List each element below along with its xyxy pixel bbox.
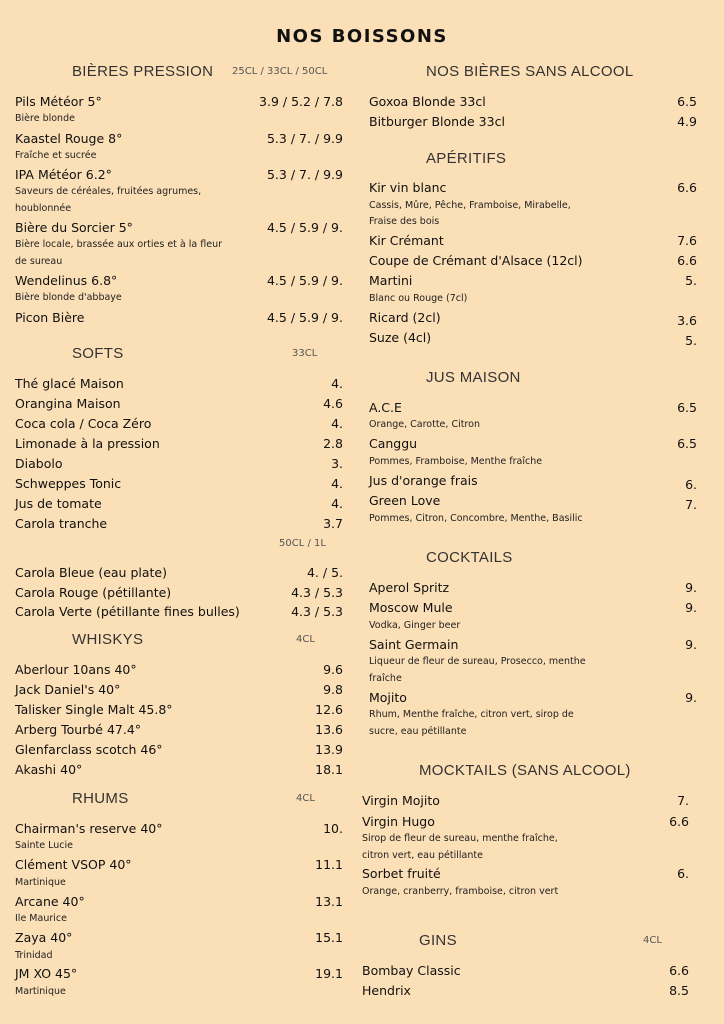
menu-item-name: Carola Bleue (eau plate) (15, 565, 167, 580)
menu-item-desc: Bière blonde d'abbaye (15, 292, 122, 303)
menu-item-name: Jack Daniel's 40° (15, 682, 121, 697)
menu-item-desc: Bière blonde (15, 113, 75, 124)
menu-item-name: Orangina Maison (15, 396, 121, 411)
menu-item-desc: Pommes, Framboise, Menthe fraîche (369, 456, 543, 467)
section-heading: SOFTS (72, 345, 124, 362)
menu-item-desc: de sureau (15, 256, 63, 267)
section-heading: COCKTAILS (426, 549, 513, 566)
menu-item-name: Mojito (369, 690, 407, 705)
menu-item-desc: sucre, eau pétillante (369, 726, 467, 737)
menu-item-price: 6. (685, 477, 697, 492)
menu-item-name: Jus d'orange frais (369, 473, 478, 488)
menu-item-price: 5. (685, 273, 697, 288)
menu-item-name: Picon Bière (15, 310, 85, 325)
menu-item-price: 15.1 (315, 930, 343, 945)
menu-item-desc: Cassis, Mûre, Pêche, Framboise, Mirabelle, (369, 200, 571, 211)
menu-item-desc: Bière locale, brassée aux orties et à la fleur (15, 239, 222, 250)
menu-item-desc: Orange, Carotte, Citron (369, 419, 480, 430)
menu-item-name: Suze (4cl) (369, 330, 432, 345)
menu-item-name: Aperol Spritz (369, 580, 450, 595)
section-size: 50CL / 1L (279, 538, 326, 549)
menu-item-desc: citron vert, eau pétillante (362, 850, 483, 861)
menu-item-price: 9. (685, 690, 697, 705)
menu-item-desc: Martinique (15, 877, 66, 888)
menu-item-price: 13.1 (315, 894, 343, 909)
menu-item-price: 9. (685, 637, 697, 652)
menu-item-price: 6. (677, 866, 689, 881)
menu-item-name: Carola tranche (15, 516, 108, 531)
menu-item-name: Akashi 40° (15, 762, 83, 777)
menu-item-name: IPA Météor 6.2° (15, 167, 112, 182)
menu-item-name: Moscow Mule (369, 600, 453, 615)
menu-item-desc: Fraise des bois (369, 216, 440, 227)
menu-item-name: Hendrix (362, 983, 411, 998)
section-heading: GINS (419, 932, 457, 949)
menu-item-price: 4. / 5. (306, 565, 343, 580)
menu-item-desc: Martinique (15, 986, 66, 997)
menu-item-price: 4. (331, 416, 343, 431)
menu-item-price: 4.6 (323, 396, 343, 411)
menu-item-desc: Vodka, Ginger beer (369, 620, 461, 631)
menu-item-price: 6.5 (677, 400, 697, 415)
menu-item-price: 9.6 (323, 662, 343, 677)
menu-item-name: Ricard (2cl) (369, 310, 441, 325)
menu-item-name: Bitburger Blonde 33cl (369, 114, 505, 129)
menu-item-desc: Sainte Lucie (15, 840, 73, 851)
menu-item-price: 3.9 / 5.2 / 7.8 (259, 94, 343, 109)
menu-item-price: 6.6 (677, 253, 697, 268)
section-heading: RHUMS (72, 790, 129, 807)
menu-item-price: 2.8 (323, 436, 343, 451)
section-heading: MOCKTAILS (SANS ALCOOL) (419, 762, 631, 779)
menu-item-price: 13.6 (315, 722, 343, 737)
section-size: 33CL (292, 348, 318, 359)
menu-item-desc: fraîche (369, 673, 402, 684)
section-heading: WHISKYS (72, 631, 144, 648)
menu-item-price: 13.9 (315, 742, 343, 757)
menu-item-desc: Fraîche et sucrée (15, 150, 97, 161)
menu-item-name: Green Love (369, 493, 441, 508)
menu-item-price: 4.9 (677, 114, 697, 129)
menu-item-name: Talisker Single Malt 45.8° (15, 702, 173, 717)
menu-item-price: 6.6 (677, 180, 697, 195)
menu-item-desc: Pommes, Citron, Concombre, Menthe, Basilic (369, 513, 583, 524)
section-heading: APÉRITIFS (426, 150, 507, 167)
menu-item-price: 6.5 (677, 436, 697, 451)
menu-item-name: A.C.E (369, 400, 402, 415)
menu-item-price: 3. (331, 456, 343, 471)
menu-item-price: 5.3 / 7. / 9.9 (266, 167, 343, 182)
menu-item-name: Kir vin blanc (369, 180, 447, 195)
menu-item-name: Kaastel Rouge 8° (15, 131, 123, 146)
menu-item-name: Zaya 40° (15, 930, 73, 945)
menu-item-price: 4.5 / 5.9 / 9. (266, 220, 343, 235)
menu-item-price: 5.3 / 7. / 9.9 (266, 131, 343, 146)
menu-item-price: 18.1 (315, 762, 343, 777)
menu-item-price: 5. (685, 333, 697, 348)
menu-item-name: Chairman's reserve 40° (15, 821, 163, 836)
menu-item-name: Goxoa Blonde 33cl (369, 94, 486, 109)
menu-item-price: 7. (685, 497, 697, 512)
menu-item-name: Canggu (369, 436, 418, 451)
menu-item-name: Arcane 40° (15, 894, 85, 909)
menu-item-price: 4. (331, 496, 343, 511)
menu-item-price: 3.7 (323, 516, 343, 531)
menu-item-name: JM XO 45° (15, 966, 78, 981)
menu-item-price: 9. (685, 580, 697, 595)
menu-item-name: Limonade à la pression (15, 436, 160, 451)
menu-item-desc: houblonnée (15, 203, 72, 214)
menu-item-desc: Trinidad (15, 950, 53, 961)
page-title: NOS BOISSONS (276, 26, 448, 47)
menu-item-name: Martini (369, 273, 413, 288)
menu-item-name: Carola Verte (pétillante fines bulles) (15, 604, 240, 619)
menu-item-desc: Ile Maurice (15, 913, 67, 924)
menu-item-price: 7.6 (677, 233, 697, 248)
menu-item-price: 9. (685, 600, 697, 615)
menu-item-name: Jus de tomate (15, 496, 102, 511)
menu-item-price: 11.1 (315, 857, 343, 872)
section-heading: BIÈRES PRESSION (72, 63, 214, 80)
menu-item-name: Clément VSOP 40° (15, 857, 132, 872)
menu-item-name: Pils Météor 5° (15, 94, 102, 109)
menu-item-name: Saint Germain (369, 637, 459, 652)
menu-item-price: 4.5 / 5.9 / 9. (266, 310, 343, 325)
menu-item-name: Bombay Classic (362, 963, 461, 978)
menu-item-price: 8.5 (669, 983, 689, 998)
menu-item-desc: Sirop de fleur de sureau, menthe fraîche, (362, 833, 558, 844)
menu-item-name: Virgin Hugo (362, 814, 435, 829)
menu-item-name: Bière du Sorcier 5° (15, 220, 133, 235)
menu-item-desc: Orange, cranberry, framboise, citron vert (362, 886, 559, 897)
section-size: 4CL (296, 793, 315, 804)
menu-item-price: 7. (677, 793, 689, 808)
menu-item-name: Aberlour 10ans 40° (15, 662, 137, 677)
menu-item-price: 12.6 (315, 702, 343, 717)
menu-item-price: 4.5 / 5.9 / 9. (266, 273, 343, 288)
menu-item-name: Kir Crémant (369, 233, 444, 248)
section-size: 4CL (643, 935, 662, 946)
section-size: 4CL (296, 634, 315, 645)
menu-item-price: 4.3 / 5.3 (291, 604, 343, 619)
menu-item-price: 19.1 (315, 966, 343, 981)
menu-item-name: Diabolo (15, 456, 63, 471)
menu-item-price: 6.6 (669, 814, 689, 829)
menu-item-name: Thé glacé Maison (15, 376, 124, 391)
section-heading: NOS BIÈRES SANS ALCOOL (426, 63, 634, 80)
menu-item-price: 4. (331, 476, 343, 491)
menu-item-price: 10. (323, 821, 343, 836)
menu-item-name: Virgin Mojito (362, 793, 440, 808)
section-size: 25CL / 33CL / 50CL (232, 66, 328, 77)
menu-item-name: Schweppes Tonic (15, 476, 122, 491)
menu-item-name: Coca cola / Coca Zéro (15, 416, 152, 431)
menu-item-desc: Saveurs de céréales, fruitées agrumes, (15, 186, 202, 197)
menu-item-name: Carola Rouge (pétillante) (15, 585, 172, 600)
menu-item-price: 3.6 (677, 313, 697, 328)
menu-item-name: Arberg Tourbé 47.4° (15, 722, 142, 737)
menu-item-price: 4. (331, 376, 343, 391)
menu-item-name: Wendelinus 6.8° (15, 273, 118, 288)
menu-item-desc: Rhum, Menthe fraîche, citron vert, sirop de (369, 709, 574, 720)
menu-item-price: 9.8 (323, 682, 343, 697)
menu-item-price: 4.3 / 5.3 (291, 585, 343, 600)
menu-item-name: Glenfarclass scotch 46° (15, 742, 163, 757)
section-heading: JUS MAISON (426, 369, 521, 386)
menu-item-desc: Liqueur de fleur de sureau, Prosecco, menthe (369, 656, 586, 667)
menu-item-desc: Blanc ou Rouge (7cl) (369, 293, 468, 304)
menu-item-price: 6.6 (669, 963, 689, 978)
menu-item-name: Coupe de Crémant d'Alsace (12cl) (369, 253, 583, 268)
menu-item-name: Sorbet fruité (362, 866, 441, 881)
menu-item-price: 6.5 (677, 94, 697, 109)
